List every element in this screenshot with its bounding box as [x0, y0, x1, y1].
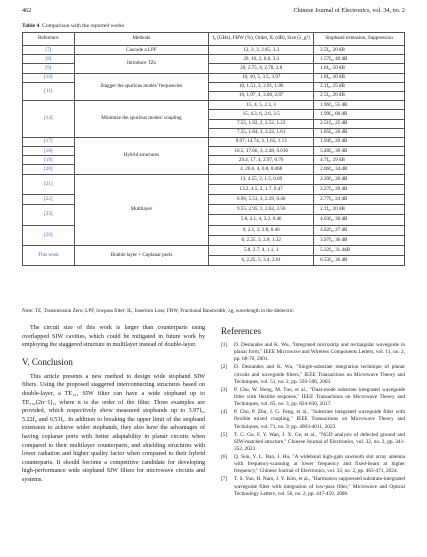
specs-cell: 4, 26.6, 4, 0.8, 0.068: [209, 165, 314, 174]
ref-cell[interactable]: [19]: [23, 156, 75, 165]
stopband-cell: 2.1f₀, 25 dB: [314, 82, 405, 91]
specs-cell: 5.8, 2.7, 4, 1.1, 1: [209, 245, 314, 255]
right-column: [221, 324, 405, 499]
stopband-cell: 2.5f₀, 20 dB: [314, 91, 405, 100]
specs-cell: 9, 2.1, 3, 2.8, 0.46: [209, 225, 314, 235]
ref-cell: This work: [23, 245, 75, 265]
specs-cell: 15, 4, 5, 2.3, 3: [209, 101, 314, 110]
specs-cell: 10, 1.97, 4, 3.06, 2.87: [209, 91, 314, 100]
page-number: 462: [22, 7, 32, 14]
ref-cell[interactable]: [22]: [23, 195, 75, 205]
left-column: [22, 324, 205, 485]
specs-cell: 10.5, 17.66, 3, 2.48, 0.016: [209, 147, 314, 156]
journal-name: Chinese Journal of Electronics, vol. 34, no. 2: [293, 7, 405, 14]
reference-text: T. S. Yun, H. Nam, J. Y. Kim, et al., "Harmonics suppressed substrate-integrated waveguide filter with integration of low-pass filter," Microwave and Optical Technology Letters, vol. 50, no. 2, pp. 447-450, 2008.: [234, 476, 405, 497]
stopband-cell: 1.57f₀, 40 dB: [314, 55, 405, 64]
table-row: [23, 137, 405, 146]
specs-cell: 9.97, 14.74, 3, 1.65, 1.13: [209, 137, 314, 146]
ref-cell[interactable]: [9]: [23, 64, 75, 73]
reference-text: D. Deslandes and K. Wu, "Single-substrate integration technique of planar circuits and waveguide filters," IEEE Transactions on Microwave Theory and Techniques, vol. 51, no. 2, pp. 593-596, 2003.: [234, 364, 405, 385]
stopband-cell: 2.77f₀, 24 dB: [314, 195, 405, 205]
table-row: [23, 55, 405, 64]
specs-cell: 20, 2.75, 4, 2.78, 2.8: [209, 64, 314, 73]
header-methods: Methods: [74, 33, 208, 46]
ref-cell[interactable]: [14]: [23, 101, 75, 138]
stopband-cell: 2.51f₀, 25 dB: [314, 119, 405, 128]
reference-number: [6]: [221, 454, 228, 461]
reference-text: Q. Sun, Y. L. Ban, J. Hu, "A wideband high-gain sawtooth slot array antenna with frequency-scanning at lower frequency and fixed-beam at higher frequency," Chinese Journal of Electronics, vol. 33, no. 2, pp. 463-471, 2024.: [234, 454, 405, 475]
stopband-cell: 5.22f₀, 31.4dB: [314, 245, 405, 255]
reference-number: [4]: [221, 409, 228, 416]
stopband-cell: 4.02f₀, 27 dB: [314, 225, 405, 235]
method-cell: Double layer + Coplanar ports: [74, 245, 208, 265]
table-header-row: [23, 33, 405, 46]
stopband-cell: 1.6f₀, 50 dB: [314, 64, 405, 73]
stopband-cell: 1.85f₀, 20 dB: [314, 128, 405, 137]
table-caption-label: Table 4: [22, 23, 40, 29]
method-cell: Multilayer: [74, 174, 208, 245]
ref-cell[interactable]: [8]: [23, 55, 75, 64]
stopband-cell: 1.96f₀, 55 dB: [314, 101, 405, 110]
ref-cell[interactable]: [17]: [23, 137, 75, 146]
stopband-cell: 1.8f₀, 30 dB: [314, 73, 405, 82]
specs-cell: 12, 3, 3, 2.85, 3.3: [209, 46, 314, 55]
reference-text: T. C. Gu, F. Y. Wan, J. X. Ge, et al., "NGD analysis of defected ground and SIW-matched structure," Chinese Journal of Electronics, vol. 32, no. 2, pp. 341-352, 2023.: [234, 431, 405, 453]
references-list: [221, 342, 405, 498]
specs-cell: 6, 2.25, 5, 3.4, 2.01: [209, 256, 314, 266]
specs-cell: 6.96, 5.53, 3, 2.29, 0.46: [209, 195, 314, 205]
specs-cell: 6, 2.25, 3, 2.8, 1.32: [209, 235, 314, 245]
method-cell: Hybrid structures: [74, 137, 208, 174]
ref-cell[interactable]: [11]: [23, 82, 75, 100]
specs-cell: 7.55, 1.92, 2, 2.52, 1.23: [209, 119, 314, 128]
table-row: [23, 73, 405, 82]
specs-cell: 5.8, 2.1, 4, 3.2, 0.46: [209, 215, 314, 225]
comparison-table: [22, 32, 405, 266]
table-row: [23, 245, 405, 255]
table-caption-text: Comparison with the reported works: [42, 23, 125, 29]
header-specs: f₀ (GHz), FBW (%), Order, IL (dB), Size (λ_g²): [209, 33, 314, 46]
ref-cell[interactable]: [18]: [23, 147, 75, 156]
method-cell: Minimize the spurious modes' coupling: [74, 101, 208, 138]
reference-text: P. Chu, P. Zhu, J. G. Feng, et al., "Substrate integrated waveguide filter with flexible mixed coupling," IEEE Transactions on Microwave Theory and Techniques, vol. 71, no. 9, pp. 4003-4011, 2023.: [234, 409, 405, 430]
stopband-cell: 1.94f₀, 20 dB: [314, 137, 405, 146]
reference-number: [5]: [221, 431, 228, 438]
specs-cell: 20, 10, 2, 0.8, 3.3: [209, 55, 314, 64]
reference-item: [221, 409, 405, 431]
method-cell: Introduce TZs: [74, 55, 208, 73]
references-heading: References: [221, 326, 261, 336]
specs-cell: 13.2, 4.5, 2, 1.7, 0.47: [209, 184, 314, 194]
stopband-cell: 5.48f₀, 30 dB: [314, 147, 405, 156]
table-row: [23, 174, 405, 184]
header-stopband: Stopband extension, Suppression: [314, 33, 405, 46]
specs-cell: 15, 4.3, 6, 2.6, 3.5: [209, 110, 314, 119]
ref-cell[interactable]: [10]: [23, 73, 75, 82]
stopband-cell: 3.97f₀, 36 dB: [314, 235, 405, 245]
reference-item: [221, 387, 405, 409]
stopband-cell: 2.1f₀, 20 dB: [314, 205, 405, 215]
reference-item: [221, 454, 405, 476]
table-row: [23, 46, 405, 55]
body-paragraph: The circuit size of this work is larger than counterparts using overlapped SIW cavities, which could be mitigated in future work by employing the staggered structure in multilayer instead of double-layer.: [22, 325, 205, 349]
ref-cell[interactable]: [7]: [23, 46, 75, 55]
reference-number: [7]: [221, 476, 228, 483]
reference-item: [221, 342, 405, 364]
method-cell: Stagger the spurious modes' frequencies: [74, 73, 208, 101]
reference-item: [221, 476, 405, 498]
section-heading: V. Conclusion: [22, 356, 73, 367]
specs-cell: 29.4, 17, 4, 2.97, 0.76: [209, 156, 314, 165]
specs-cell: 7.55, 1.84, 3, 3.22, 1.61: [209, 128, 314, 137]
specs-cell: 10, 1.51, 3, 2.91, 1.86: [209, 82, 314, 91]
reference-item: [221, 432, 405, 454]
stopband-cell: 1.99f₀, 60 dB: [314, 110, 405, 119]
specs-cell: 10, 10, 5, 3.5, 3.97: [209, 73, 314, 82]
stopband-cell: 2.27f₀, 20 dB: [314, 184, 405, 194]
header-reference: Reference: [23, 33, 75, 46]
reference-number: [3]: [221, 386, 228, 393]
reference-item: [221, 364, 405, 386]
table-row: [23, 101, 405, 110]
stopband-cell: 4.03f₀, 30 dB: [314, 215, 405, 225]
method-cell: Cascade a LPF: [74, 46, 208, 55]
ref-cell[interactable]: [23]: [23, 205, 75, 225]
reference-text: P. Chu, W. Hong, M. Tuo, et al., "Dual-mode substrate integrated waveguide filter with flexible response," IEEE Transactions on Microwave Theory and Techniques, vol. 65, no. 3, pp. 824-830, 2017.: [234, 386, 405, 408]
reference-number: [2]: [221, 364, 228, 371]
stopband-cell: 6.53f₀, 36 dB: [314, 256, 405, 266]
page-header: [22, 7, 405, 17]
specs-cell: 13, 4.55, 2, 1.5, 0.69: [209, 174, 314, 184]
ref-cell[interactable]: [26]: [23, 225, 75, 245]
stopband-cell: 4.7f₀, 29 dB: [314, 156, 405, 165]
reference-text: D. Deslandes and K. Wu, "Integrated microstrip and rectangular waveguide in planar form," IEEE Microwave and Wireless Components Letters, vol. 11, no. 2, pp. 68-70, 2001.: [234, 342, 405, 363]
ref-cell[interactable]: [20]: [23, 165, 75, 174]
stopband-cell: 2.06f₀, 34 dB: [314, 165, 405, 174]
reference-number: [1]: [221, 342, 228, 348]
table-note: Note: TZ, Transmission Zero; LPF, lowpass filter; IL, Insertion Loss; FBW, Fractional Bandwidth; λg, wavelength in the dielectric.: [22, 308, 295, 314]
stopband-cell: 2.39f₀, 20 dB: [314, 174, 405, 184]
specs-cell: 9.55, 2.95, 2, 2.62, 3.56: [209, 205, 314, 215]
table-caption: [22, 23, 124, 29]
stopband-cell: 2.5f₀, 20 dB: [314, 46, 405, 55]
ref-cell[interactable]: [21]: [23, 174, 75, 194]
conclusion-paragraph: This article presents a new method to design wide stopband SIW filters. Using the proposed staggered interconnecting structures based on double-layer, a TE₁₀₁ SIW filter can have a wide stopband up to TE₁₀₂(2n−1)₁, where n is the order of the filter. Three examples are provided, which respectively show measured stopbands up to 3.97f₀, 5.22f₀ and 6.53f₀. In addition to breaking the upper limit of the stopband extension to achieve wider stopbands, they also have the advantages of having coplanar ports with better adaptability in planar circuits when compared to their multilayer counterparts, and shielding structures with lower radiation and higher quality factor when compared to their hybrid counterparts. It should become a competitive candidate for developing high-performance wide stopband SIW filters for microwave circuits and systems.: [22, 373, 205, 483]
